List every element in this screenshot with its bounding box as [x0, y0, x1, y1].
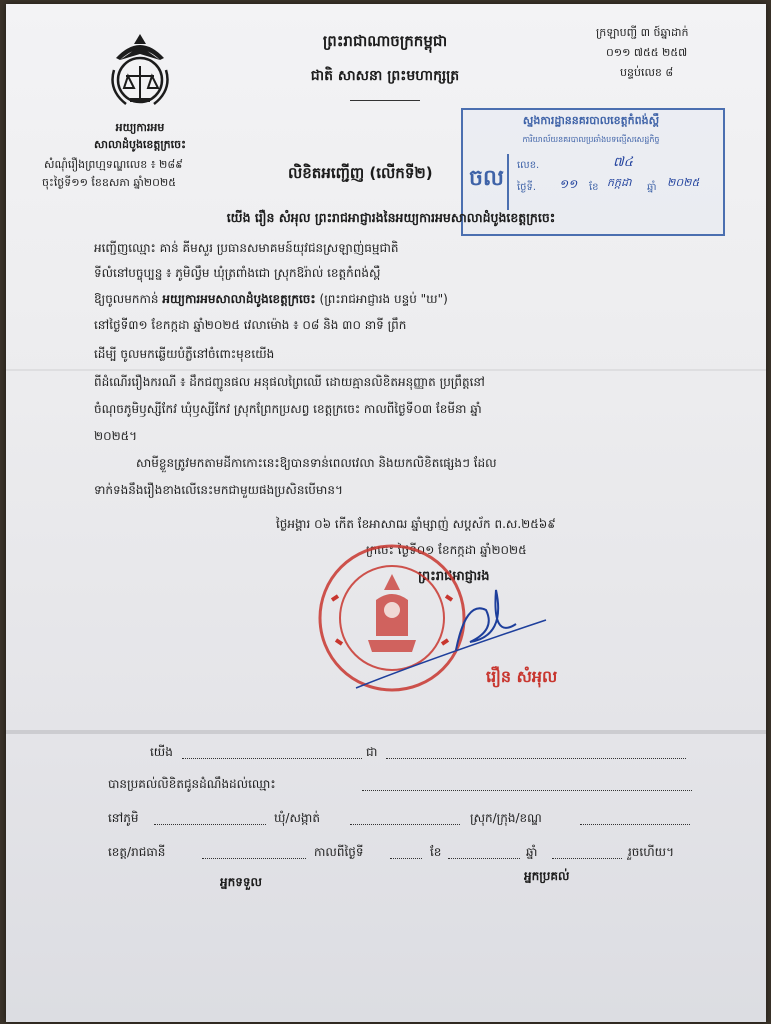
- case-line-3: ២០២៥។: [94, 429, 138, 443]
- signer-name: រឿន សំអុល: [486, 667, 558, 686]
- fold-line: [6, 730, 766, 734]
- stamp-date-label: ថ្ងៃទី.: [517, 182, 537, 193]
- case-reference: សំណុំរឿងព្រហ្មទណ្ឌលេខ ៖ ២៨៩: [44, 158, 183, 171]
- receipt-province-field: [202, 858, 306, 859]
- receipt-we-label: យើង: [150, 745, 173, 759]
- stamp-date-value: ១១: [559, 177, 578, 191]
- receipt-commune-field: [350, 824, 460, 825]
- signatory-title: ព្រះរាជអាជ្ញារង: [418, 569, 490, 584]
- giver-label: អ្នកប្រគល់: [524, 869, 570, 883]
- case-line-1: ពីដំណើររឿងករណី ៖ ដឹកជញ្ជូនផល អនុផលព្រៃឈើ ដោយគ្មានលិខិតអនុញ្ញាត ប្រព្រឹត្តនៅ: [94, 375, 485, 389]
- receipt-month-label: ខែ: [430, 845, 442, 859]
- fold-line: [6, 369, 766, 371]
- instruction-line-1: សាមីខ្លួនត្រូវមកតាមដីកាកោះនេះឱ្យបានទាន់ពេលវេលា និងយកលិខិតផ្សេងៗ ដែល: [136, 456, 497, 470]
- destination-prefix: ឱ្យចូលមកកាន់: [94, 292, 159, 306]
- receipt-province-label: ខេត្ត/រាជធានី: [108, 845, 166, 859]
- motto-divider: [350, 100, 420, 101]
- stamp-tag-box: [467, 154, 509, 210]
- stamp-office: ស្នងការដ្ឋាននគរបាលខេត្តកំពង់ស្ពឺ: [522, 114, 660, 127]
- receipt-year-label: ឆ្នាំ: [526, 845, 538, 859]
- destination-office: អយ្យការអមសាលាដំបូងខេត្តក្រចេះ: [162, 292, 316, 306]
- room-number: បន្ទប់លេខ ៨: [620, 66, 674, 79]
- address-line: ទីលំនៅបច្ចុប្បន្ន ៖ ភូមិល្វឹម ឃុំត្រពាំងជោ ស្រុកឱរ៉ាល់ ខេត្តកំពង់ស្ពឺ: [94, 266, 381, 280]
- receipt-year-field: [552, 858, 622, 859]
- receipt-recipient-field: [362, 790, 692, 791]
- stamp-month-label: ខែ: [589, 182, 599, 193]
- stamp-year-value: ២០២៥: [667, 176, 700, 189]
- registry-phone: ០១១ ៧៥៥ ២៥៧: [606, 46, 688, 59]
- purpose-line: ដើម្បី ចូលមកឆ្លើយបំភ្លឺនៅចំពោះមុខយើង: [94, 347, 275, 361]
- receipt-village-field: [154, 824, 266, 825]
- invitee-line: អញ្ជើញឈ្មោះ គាន់ គីមសួរ ប្រធានសមាគមន៍យុវជនស្រឡាញ់ធម្មជាតិ: [94, 241, 399, 255]
- stamp-month-value: កក្កដា: [607, 176, 632, 189]
- document-title: លិខិតអញ្ជើញ (លើកទី២): [288, 164, 433, 182]
- org-court: សាលាដំបូងខេត្តក្រចេះ: [94, 138, 186, 151]
- stamp-number-label: លេខ.: [517, 160, 540, 171]
- receipt-district-label: ស្រុក/ក្រុង/ខណ្ឌ: [470, 811, 542, 825]
- receipt-district-field: [580, 824, 690, 825]
- stamp-department: ការិយាល័យនគរបាលប្រឆាំងបទល្មើសសេដ្ឋកិច្ច: [522, 135, 660, 144]
- registry-line: ក្រឡាបញ្ជី ៣ ថ៍ឆ្នាដាក់: [596, 26, 689, 39]
- solar-date: ក្រចេះ ថ្ងៃទី០១ ខែកក្កដា ឆ្នាំ២០២៥: [366, 543, 527, 557]
- org-name: អយ្យការអម: [115, 121, 165, 134]
- receipt-ja-field: [386, 758, 686, 759]
- receipt-village-label: នៅភូមិ: [108, 811, 139, 825]
- receipt-month-field: [448, 858, 520, 859]
- case-date: ចុះថ្ងៃទី១១ ខែឧសភា ឆ្នាំ២០២៥: [42, 176, 177, 189]
- lunar-date: ថ្ងៃអង្គារ ០៦ កើត ខែអាសាឍ ឆ្នាំម្សាញ់ សប្តស័ក ព.ស.២៥៦៩: [276, 517, 556, 531]
- instruction-line-2: ទាក់ទងនឹងរឿងខាងលើនេះមកជាមួយផងប្រសិនបើមាន។: [94, 483, 343, 497]
- receipt-day-label: កាលពីថ្ងៃទី: [314, 845, 364, 859]
- receiver-label: អ្នកទទួល: [220, 875, 262, 889]
- appointment-line: នៅថ្ងៃទី៣១ ខែកក្កដា ឆ្នាំ២០២៥ វេលាម៉ោង ៖ ០៨ និង ៣០ នាទី ព្រឹក: [94, 318, 407, 332]
- prosecution-emblem: [106, 30, 174, 114]
- national-motto: ជាតិ សាសនា ព្រះមហាក្សត្រ: [310, 68, 460, 84]
- stamp-number-value: ៧៤: [613, 155, 633, 170]
- receipt-commune-label: ឃុំ/សង្កាត់: [274, 811, 320, 825]
- destination-room: (ព្រះរាជអាជ្ញារង បន្ទប់ "ឃ"): [319, 292, 448, 306]
- receipt-we-field: [182, 758, 362, 759]
- issuer-statement: យើង រឿន សំអុល ព្រះរាជអាជ្ញារងនៃអយ្យការអមសាលាដំបូងខេត្តក្រចេះ: [226, 210, 556, 225]
- receipt-day-field: [390, 858, 422, 859]
- stamp-tag: ចល: [469, 166, 504, 191]
- summons-document: [6, 4, 766, 1022]
- kingdom-title: ព្រះរាជាណាចក្រកម្ពុជា: [322, 32, 448, 50]
- destination-line: [94, 291, 448, 309]
- case-line-2: ចំណុចភូមិឫស្សីកែវ ឃុំឫស្សីកែវ ស្រុកព្រែកប្រសព្វ ខេត្តក្រចេះ កាលពីថ្ងៃទី០៣ ខែមីនា ឆ្នាំ: [94, 402, 482, 416]
- receipt-ja-label: ជា: [366, 745, 378, 759]
- receipt-delivered-label: បានប្រគល់លិខិតជូនដំណឹងដល់ឈ្មោះ: [108, 777, 276, 791]
- stamp-year-label: ឆ្នាំ: [647, 182, 657, 193]
- receipt-done-label: រួចហើយ។: [628, 845, 674, 859]
